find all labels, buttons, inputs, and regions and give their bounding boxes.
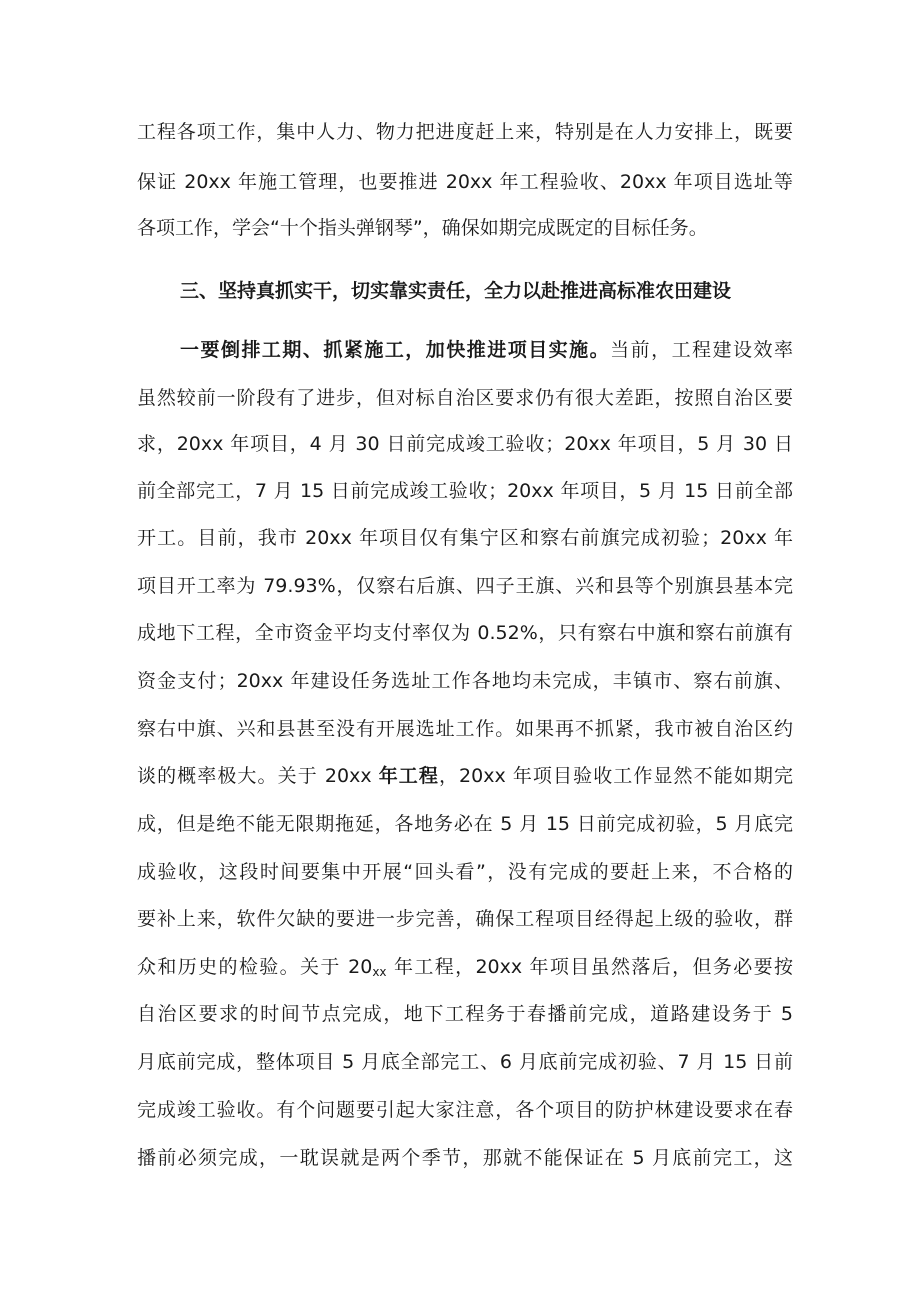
bold-segment: 年工程 xyxy=(378,765,439,787)
text-line: 资金支付；20xx 年建设任务选址工作各地均未完成，丰镇市、察右前旗、 xyxy=(137,670,793,692)
subscript-segment: xx xyxy=(372,965,387,979)
text-line: 保证 20xx 年施工管理，也要推进 20xx 年工程验收、20xx 年项目选址等 xyxy=(137,171,793,193)
text-line: 虽然较前一阶段有了进步，但对标自治区要求仍有很大差距，按照自治区要 xyxy=(137,387,793,409)
text-line: 成地下工程，全市资金平均支付率仅为 0.52%，只有察右中旗和察右前旗有 xyxy=(137,622,793,644)
text-segment: 谈的概率极大。关于 20xx xyxy=(137,765,379,787)
text-line: 播前必须完成，一耽误就是两个季节，那就不能保证在 5 月底前完工，这 xyxy=(137,1147,793,1169)
text-line: 成验收，这段时间要集中开展“回头看”，没有完成的要赶上来，不合格的 xyxy=(137,861,793,883)
text-line: 完成竣工验收。有个问题要引起大家注意，各个项目的防护林建设要求在春 xyxy=(137,1099,793,1121)
text-line: 自治区要求的时间节点完成，地下工程务于春播前完成，道路建设务于 5 xyxy=(137,1003,793,1025)
text-line: 要补上来，软件欠缺的要进一步完善，确保工程项目经得起上级的验收，群 xyxy=(137,908,793,930)
text-line: 月底前完成，整体项目 5 月底全部完工、6 月底前完成初验、7 月 15 日前 xyxy=(137,1051,793,1073)
text-line xyxy=(137,764,793,788)
text-line: 项目开工率为 79.93%，仅察右后旗、四子王旗、兴和县等个别旗县基本完 xyxy=(137,575,793,597)
text-line: 各项工作，学会“十个指头弹钢琴”，确保如期完成既定的目标任务。 xyxy=(137,217,708,239)
text-line: 求，20xx 年项目，4 月 30 日前完成竣工验收；20xx 年项目，5 月 30 日 xyxy=(137,433,793,455)
text-line: 察右中旗、兴和县甚至没有开展选址工作。如果再不抓紧，我市被自治区约 xyxy=(137,718,793,740)
text-line xyxy=(137,955,793,979)
text-segment: ，20xx 年项目验收工作显然不能如期完 xyxy=(438,765,793,787)
text-line: 工程各项工作，集中人力、物力把进度赶上来，特别是在人力安排上，既要 xyxy=(137,121,793,143)
paragraph-lead: 一要倒排工期、抓紧施工，加快推进项目实施。 xyxy=(180,339,611,361)
text-line xyxy=(180,338,793,362)
text-segment: 当前，工程建设效率 xyxy=(610,339,793,361)
text-segment: 众和历史的检验。关于 20 xyxy=(137,956,373,978)
text-line: 前全部完工，7 月 15 日前完成竣工验收；20xx 年项目，5 月 15 日前全部 xyxy=(137,480,793,502)
text-segment: 年工程，20xx 年项目虽然落后，但务必要按 xyxy=(386,956,793,978)
text-line: 开工。目前，我市 20xx 年项目仅有集宁区和察右前旗完成初验；20xx 年 xyxy=(137,527,793,549)
text-line: 成，但是绝不能无限期拖延，各地务必在 5 月 15 日前完成初验，5 月底完 xyxy=(137,813,793,835)
section-heading: 三、坚持真抓实干，切实靠实责任，全力以赴推进高标准农田建设 xyxy=(180,280,732,302)
